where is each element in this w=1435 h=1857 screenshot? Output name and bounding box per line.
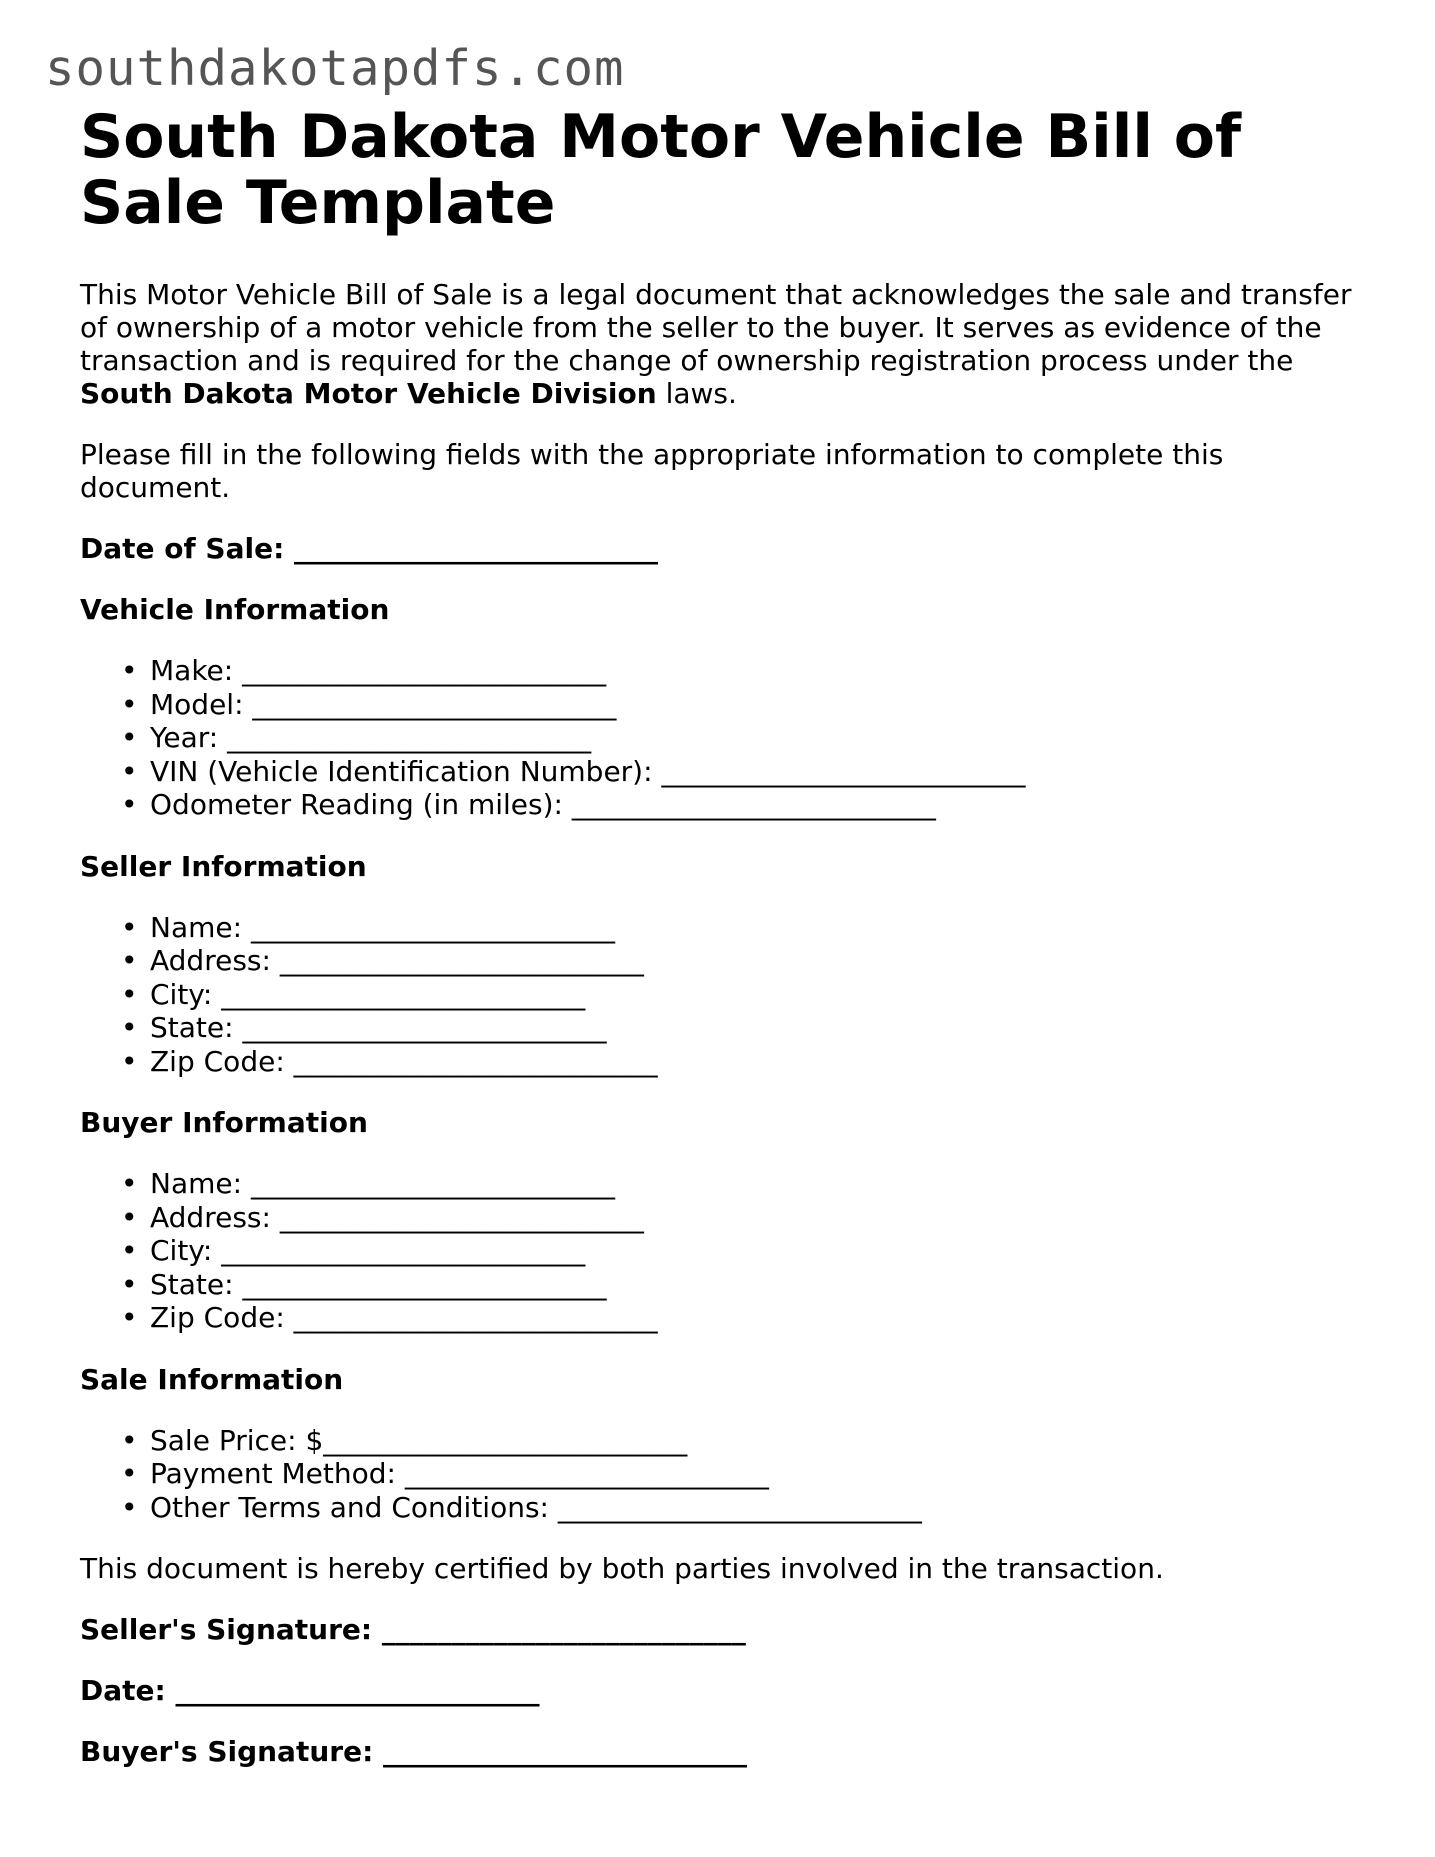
seller-state-field[interactable]: [150, 1011, 1380, 1045]
seller-city-label: City:: [150, 977, 213, 1011]
seller-field-list: [80, 911, 1380, 1079]
buyer-signature-label: Buyer's Signature:: [80, 1735, 374, 1768]
buyer-address-label: Address:: [150, 1200, 271, 1234]
vehicle-make-label: Make:: [150, 654, 234, 687]
document-body: [80, 104, 1380, 1796]
seller-zip-field[interactable]: [150, 1045, 1380, 1079]
buyer-name-label: Name:: [150, 1167, 243, 1200]
intro-paragraph: [80, 278, 1380, 410]
vehicle-vin-label: VIN (Vehicle Identification Number):: [150, 754, 653, 788]
intro-text-after: laws.: [656, 377, 737, 410]
seller-zip-label: Zip Code:: [150, 1044, 285, 1078]
intro-text-before: This Motor Vehicle Bill of Sale is a legal document that acknowledges the sale and transfer of ownership of a motor vehicle from the seller to the buyer. It serves as evidence of the transaction and is required for the change of ownership registration process under the: [80, 278, 1352, 377]
intro-bold-authority: South Dakota Motor Vehicle Division: [80, 377, 657, 410]
seller-state-blank[interactable]: __________________________: [242, 1011, 607, 1044]
vehicle-make-blank[interactable]: __________________________: [242, 654, 607, 687]
buyer-signature-blank[interactable]: __________________________: [383, 1735, 748, 1768]
sale-price-label: Sale Price: $: [150, 1423, 324, 1457]
buyer-name-field[interactable]: [150, 1167, 1380, 1201]
vehicle-model-field[interactable]: [150, 688, 1380, 722]
buyer-city-field[interactable]: [150, 1234, 1380, 1268]
other-terms-blank[interactable]: __________________________: [557, 1490, 922, 1524]
buyer-signature-field[interactable]: [80, 1735, 1380, 1768]
seller-signature-field[interactable]: [80, 1613, 1380, 1646]
seller-state-label: State:: [150, 1011, 234, 1044]
signature-date-field[interactable]: [80, 1674, 1380, 1707]
seller-city-field[interactable]: [150, 978, 1380, 1012]
seller-name-label: Name:: [150, 910, 243, 944]
buyer-city-label: City:: [150, 1234, 213, 1267]
page-title: South Dakota Motor Vehicle Bill of Sale Template: [80, 102, 1242, 238]
signature-date-blank[interactable]: __________________________: [175, 1674, 540, 1707]
vehicle-section-heading: Vehicle Information: [80, 593, 390, 626]
other-terms-label: Other Terms and Conditions:: [150, 1490, 549, 1524]
seller-city-blank[interactable]: __________________________: [221, 977, 586, 1011]
buyer-address-blank[interactable]: __________________________: [279, 1200, 644, 1234]
buyer-address-field[interactable]: [150, 1201, 1380, 1235]
buyer-zip-field[interactable]: [150, 1301, 1380, 1335]
vehicle-odometer-field[interactable]: [150, 788, 1380, 822]
site-watermark: southdakotapdfs.com: [45, 40, 625, 97]
seller-name-blank[interactable]: __________________________: [250, 910, 615, 944]
seller-signature-blank[interactable]: __________________________: [381, 1613, 746, 1646]
buyer-zip-blank[interactable]: __________________________: [293, 1301, 658, 1334]
sale-price-field[interactable]: [150, 1424, 1380, 1458]
seller-address-field[interactable]: [150, 944, 1380, 978]
date-of-sale-blank[interactable]: __________________________: [294, 532, 659, 565]
vehicle-year-blank[interactable]: __________________________: [227, 721, 592, 754]
sale-section-heading: Sale Information: [80, 1362, 344, 1396]
buyer-zip-label: Zip Code:: [150, 1301, 285, 1334]
payment-method-label: Payment Method:: [150, 1457, 396, 1490]
vehicle-field-list: [80, 654, 1380, 822]
date-of-sale-label: Date of Sale:: [80, 532, 285, 565]
payment-method-field[interactable]: [150, 1457, 1380, 1491]
payment-method-blank[interactable]: __________________________: [404, 1457, 769, 1490]
signature-date-label: Date:: [80, 1674, 166, 1707]
seller-signature-label: Seller's Signature:: [80, 1613, 373, 1646]
vehicle-vin-field[interactable]: [150, 755, 1380, 789]
seller-name-field[interactable]: [150, 911, 1380, 945]
vehicle-year-field[interactable]: [150, 721, 1380, 755]
vehicle-odometer-blank[interactable]: __________________________: [571, 788, 936, 821]
seller-section-heading: Seller Information: [80, 849, 367, 883]
vehicle-make-field[interactable]: [150, 654, 1380, 688]
certification-statement: This document is hereby certified by both parties involved in the transaction.: [80, 1552, 1164, 1585]
buyer-state-field[interactable]: [150, 1268, 1380, 1302]
buyer-name-blank[interactable]: __________________________: [250, 1167, 615, 1200]
instructions-paragraph: Please fill in the following fields with the appropriate information to complete this document.: [80, 438, 1224, 504]
date-of-sale-field[interactable]: [80, 532, 1380, 565]
other-terms-field[interactable]: [150, 1491, 1380, 1525]
vehicle-odometer-label: Odometer Reading (in miles):: [150, 788, 563, 821]
seller-address-blank[interactable]: __________________________: [279, 944, 644, 977]
sale-price-blank[interactable]: __________________________: [323, 1423, 688, 1457]
buyer-state-blank[interactable]: __________________________: [242, 1267, 607, 1301]
vehicle-model-blank[interactable]: __________________________: [252, 687, 617, 721]
sale-field-list: [80, 1424, 1380, 1525]
vehicle-model-label: Model:: [150, 687, 244, 721]
buyer-section-heading: Buyer Information: [80, 1106, 368, 1139]
seller-zip-blank[interactable]: __________________________: [293, 1044, 658, 1078]
vehicle-year-label: Year:: [150, 721, 219, 754]
buyer-field-list: [80, 1167, 1380, 1335]
buyer-city-blank[interactable]: __________________________: [221, 1234, 586, 1267]
vehicle-vin-blank[interactable]: __________________________: [661, 754, 1026, 788]
seller-address-label: Address:: [150, 944, 271, 977]
buyer-state-label: State:: [150, 1267, 234, 1301]
